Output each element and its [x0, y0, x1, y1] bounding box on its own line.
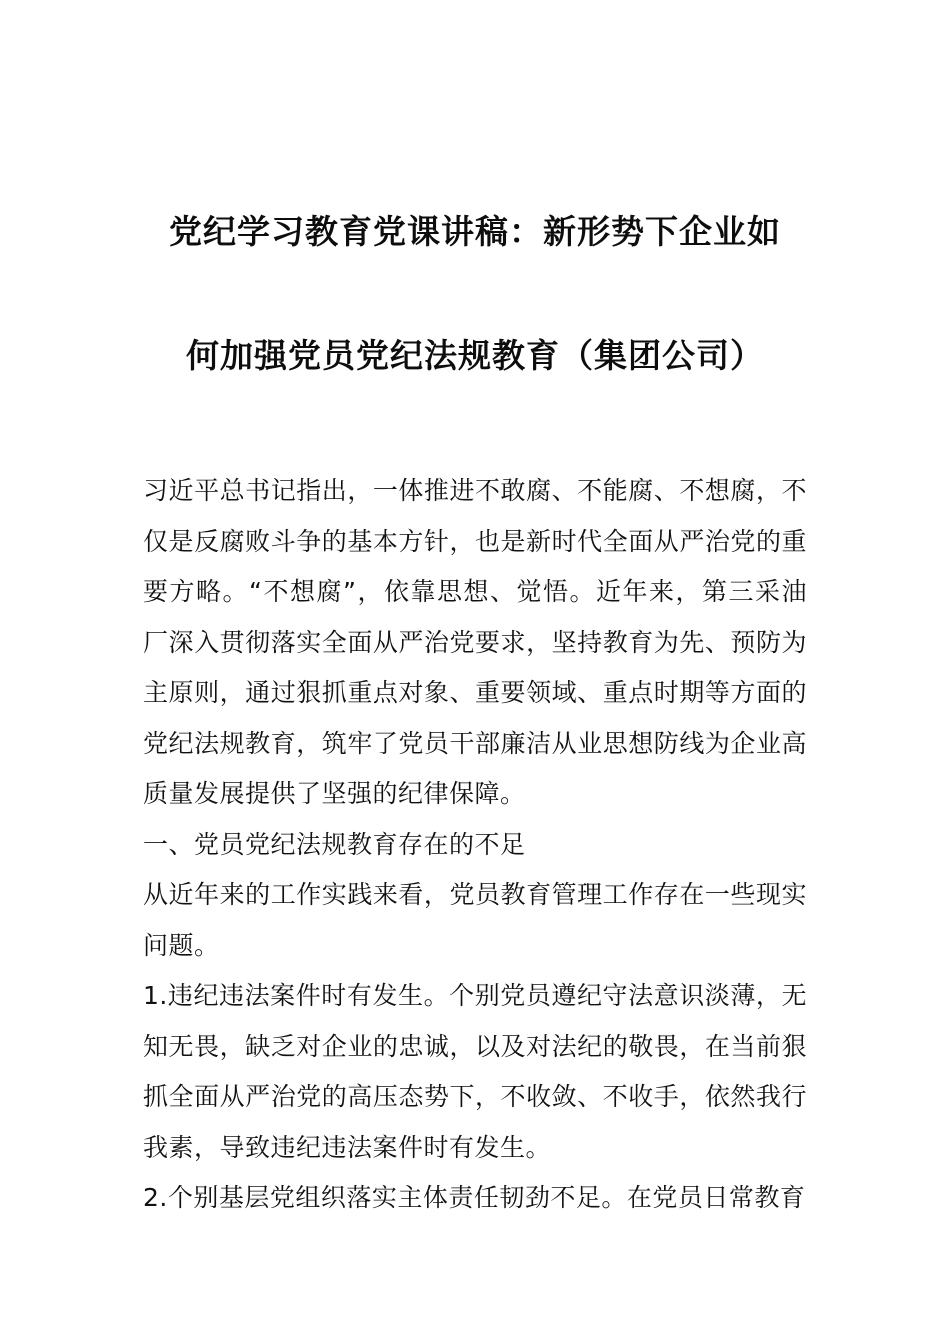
document-title-line-1: 党纪学习教育党课讲稿：新形势下企业如 [169, 212, 781, 251]
intro-paragraph: 习近平总书记指出，一体推进不敢腐、不能腐、不想腐，不仅是反腐败斗争的基本方针，也是新时代全面从严治党的重要方略。“不想腐”，依靠思想、觉悟。近年来，第三采油厂深入贯彻落实全面从严治党要求，坚持教育为先、预防为主原则，通过狠抓重点对象、重要领域、重点时期等方面的党纪法规教育，筑牢了党员干部廉洁从业思想防线为企业高质量发展提供了坚强的纪律保障。 [143, 476, 807, 808]
point-2-paragraph: 2.个别基层党组织落实主体责任韧劲不足。在党员日常教育 [143, 1183, 806, 1212]
section-intro-paragraph: 从近年来的工作实践来看，党员教育管理工作存在一些现实问题。 [143, 880, 807, 960]
point-1-paragraph: 1.违纪违法案件时有发生。个别党员遵纪守法意识淡薄，无知无畏，缺乏对企业的忠诚，以及对法纪的敬畏，在当前狠抓全面从严治党的高压态势下，不收敛、不收手，依然我行我素，导致违纪违法案件时有发生。 [143, 981, 807, 1162]
section-heading: 一、党员党纪法规教育存在的不足 [143, 829, 526, 859]
document-body [143, 466, 807, 1224]
document-title-line-2: 何加强党员党纪法规教育（集团公司） [186, 336, 764, 375]
